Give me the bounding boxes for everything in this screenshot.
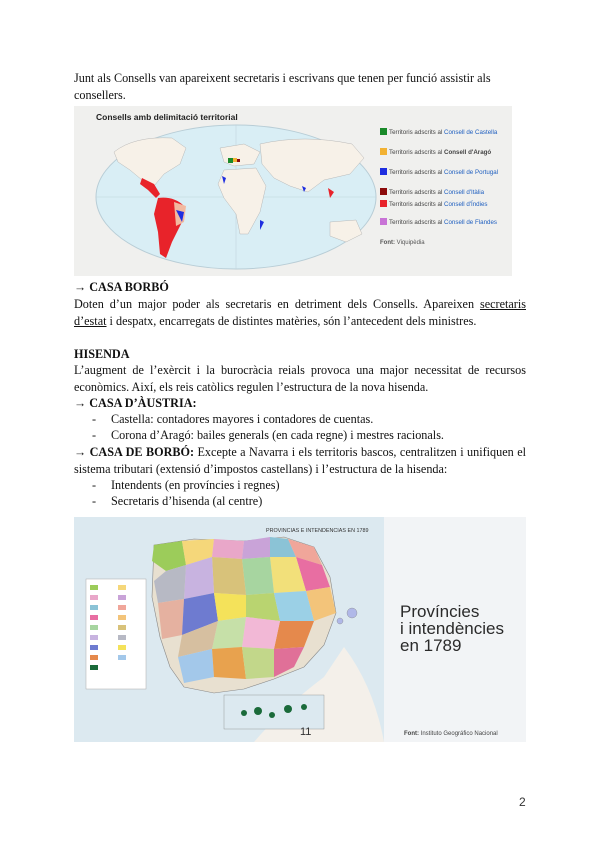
provinces-figure — [74, 517, 526, 742]
legend-swatch — [380, 128, 387, 135]
legend-item-flandes: Territoris adscrits al Consell de Flandes — [380, 218, 508, 227]
legend-swatch — [380, 218, 387, 225]
slide-number: 11 — [300, 726, 312, 738]
intro-paragraph: Junt als Consells van apareixent secretaris i escrivans que tenen per funció assistir als consellers. — [74, 71, 491, 102]
legend-swatch — [380, 148, 387, 155]
councils-map-title: Consells amb delimitació territorial — [96, 112, 238, 122]
iberia-map-image — [74, 517, 384, 742]
borbo-paragraph: Doten d’un major poder als secretaris en detriment dels Consells. Apareixen secretaris d’estat i despatx, encarregats de distintes matèries, són l’antecedent dels ministres. — [74, 297, 526, 328]
legend-link[interactable]: Consell de Castella — [444, 129, 498, 136]
borbo-heading: → CASA BORBÓ — [74, 280, 169, 294]
provinces-source: Font: Instituto Geográfico Nacional — [404, 731, 498, 737]
legend-swatch — [380, 168, 387, 175]
legend-link[interactable]: Consell d'Itàlia — [444, 189, 485, 196]
provinces-map-title: PROVINCIAS E INTENDENCIAS EN 1789 — [266, 528, 369, 534]
councils-map-source: Font: Viquipèdia — [380, 240, 425, 246]
legend-item-italia: Territoris adscrits al Consell d'Itàlia — [380, 188, 508, 197]
legend-swatch — [380, 200, 387, 207]
legend-swatch — [380, 188, 387, 195]
hisenda-heading: HISENDA — [74, 347, 130, 361]
legend-item-indies: Territoris adscrits al Consell d'Índies — [380, 200, 508, 209]
borbo2-paragraph: → CASA DE BORBÓ: Excepte a Navarra i els territoris bascos, centralitzen i unifiquen el sistema tributari (extensió d’impostos castellans) i l’estructura de la hisenda: — [74, 445, 526, 476]
legend-item-portugal: Territoris adscrits al Consell de Portugal — [380, 168, 508, 177]
legend-item-arago: Territoris adscrits al Consell d'Aragó — [380, 148, 508, 157]
page-number: 2 — [519, 795, 526, 809]
legend-link[interactable]: Consell de Portugal — [444, 169, 499, 176]
councils-map-figure — [74, 106, 512, 276]
legend-item-castella: Territoris adscrits al Consell de Castella — [380, 128, 508, 137]
austria-heading: → CASA D’ÀUSTRIA: — [74, 396, 197, 410]
underlined-term: secretaris d’estat — [74, 297, 526, 328]
world-map-image — [94, 122, 378, 272]
provinces-slide-title: Províncies i intendències en 1789 — [400, 602, 504, 655]
hisenda-paragraph: L’augment de l’exèrcit i la burocràcia reials provoca una major necessitat de recursos econòmics. Així, els reis catòlics regulen l’estructura de la nova hisenda. — [74, 363, 526, 394]
borbo2-heading: → CASA DE BORBÓ: — [74, 445, 195, 459]
legend-link[interactable]: Consell d'Índies — [444, 201, 488, 208]
legend-link[interactable]: Consell de Flandes — [444, 219, 497, 226]
